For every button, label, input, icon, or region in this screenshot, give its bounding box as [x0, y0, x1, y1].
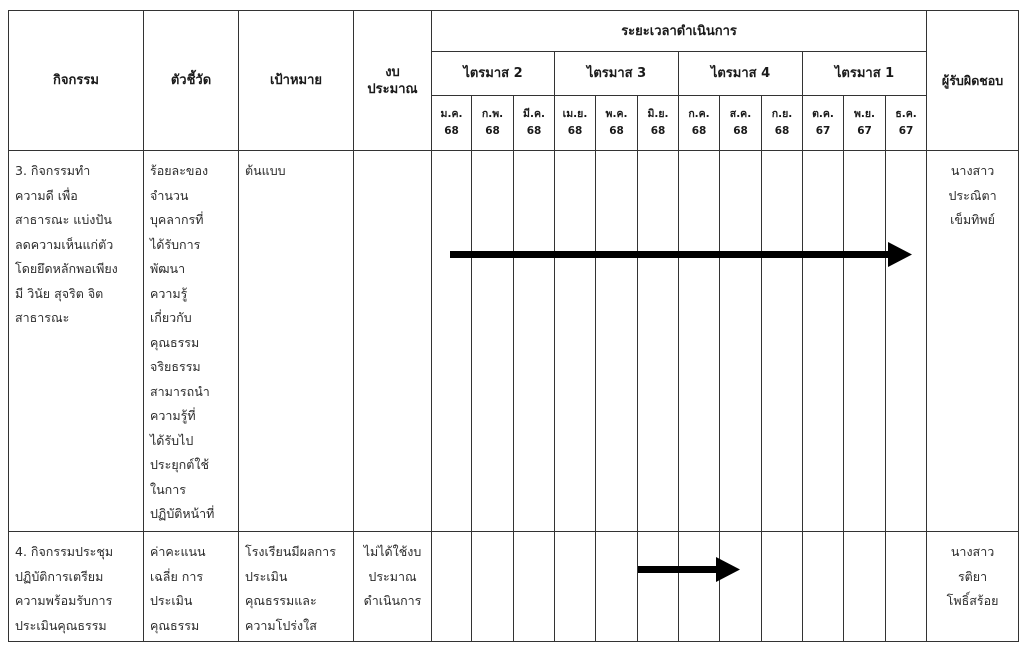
row-activity: 4. กิจกรรมประชุม ปฏิบัติการเตรียม ความพร้อมรับการ ประเมินคุณธรรม: [9, 532, 144, 642]
header-month: มี.ค. 68: [514, 96, 555, 151]
header-month: พ.ค. 68: [596, 96, 638, 151]
header-quarter: ไตรมาส 4: [679, 52, 803, 96]
header-activity: กิจกรรม: [9, 11, 144, 151]
header-month: มิ.ย. 68: [638, 96, 679, 151]
header-month: ต.ค. 67: [803, 96, 844, 151]
row-budget: [354, 151, 432, 532]
header-month: ก.ย. 68: [762, 96, 803, 151]
header-quarter: ไตรมาส 3: [555, 52, 679, 96]
timeline-arrow-row4: [636, 557, 744, 583]
table-row: [9, 151, 1019, 532]
header-timeframe: ระยะเวลาดำเนินการ: [432, 11, 927, 52]
header-month: ก.ค. 68: [679, 96, 720, 151]
activity-plan-table: [8, 10, 1018, 641]
row-activity: 3. กิจกรรมทำ ความดี เพื่อ สาธารณะ แบ่งปัน ลดความเห็นแก่ตัว โดยยึดหลักพอเพียง มี วินัย สุจริต จิต สาธารณะ: [9, 151, 144, 532]
header-target: เป้าหมาย: [239, 11, 354, 151]
header-month: ม.ค. 68: [432, 96, 472, 151]
row-indicator: ร้อยละของ จำนวน บุคลากรที่ ได้รับการ พัฒนา ความรู้ เกี่ยวกับ คุณธรรม จริยธรรม สามารถนำ ความรู้ที่ ได้รับไป ประยุกต์ใช้ ในการ ปฏิบัติหน้าที่: [144, 151, 239, 532]
row-budget: ไม่ได้ใช้งบ ประมาณ ดำเนินการ: [354, 532, 432, 642]
header-month: ธ.ค. 67: [886, 96, 927, 151]
row-target: ต้นแบบ: [239, 151, 354, 532]
header-quarter: ไตรมาส 1: [803, 52, 927, 96]
table-row: [9, 532, 1019, 642]
header-budget: งบ ประมาณ: [354, 11, 432, 151]
header-indicator: ตัวชี้วัด: [144, 11, 239, 151]
header-quarter: ไตรมาส 2: [432, 52, 555, 96]
header-month: ก.พ. 68: [472, 96, 514, 151]
row-responsible: นางสาว ประณิตา เข็มทิพย์: [927, 151, 1019, 532]
header-month: ส.ค. 68: [720, 96, 762, 151]
header-month: พ.ย. 67: [844, 96, 886, 151]
row-indicator: ค่าคะแนน เฉลี่ย การ ประเมิน คุณธรรม: [144, 532, 239, 642]
header-responsible: ผู้รับผิดชอบ: [927, 11, 1019, 151]
plan-grid: [8, 10, 1019, 642]
header-month: เม.ย. 68: [555, 96, 596, 151]
row-target: โรงเรียนมีผลการ ประเมิน คุณธรรมและ ความโปร่งใส: [239, 532, 354, 642]
timeline-arrow-row3: [448, 242, 914, 268]
row-responsible: นางสาว รติยา โพธิ์สร้อย: [927, 532, 1019, 642]
